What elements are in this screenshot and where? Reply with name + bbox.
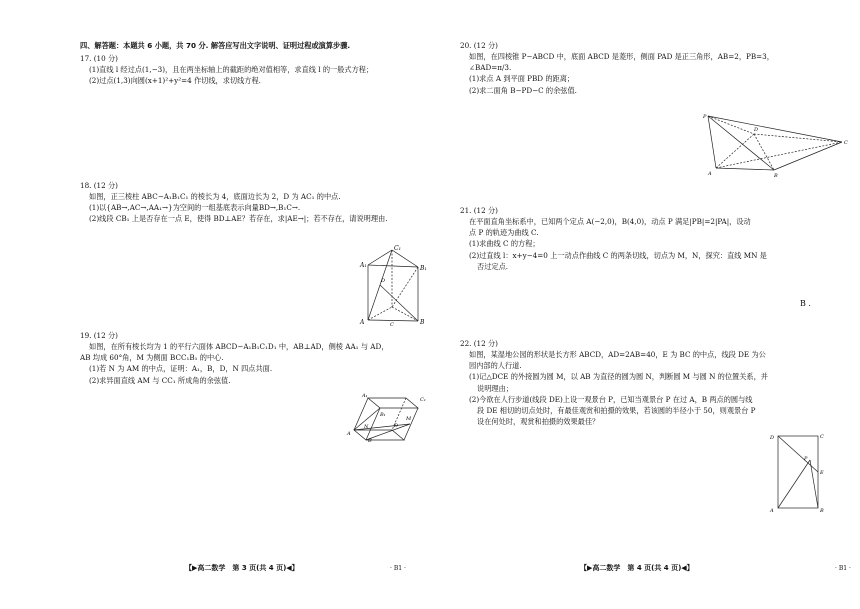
hexa-label-n: N xyxy=(364,424,369,430)
q22-part1-1: (1)记△DCE 的外接圆为圆 M，以 AB 为直径的圆为圆 N，判断圆 M 与圆 N 的位置关系，并 xyxy=(469,372,768,382)
q20-part1: (1)求点 A 到平面 PBD 的距离； xyxy=(469,74,575,84)
question-22 xyxy=(460,338,768,427)
q20-part2: (2)求二面角 B−PD−C 的余弦值. xyxy=(469,85,577,95)
q22-number: 22. (12 分) xyxy=(460,339,498,348)
park-figure xyxy=(768,430,828,514)
prism-label-a1: A₁ xyxy=(360,262,367,269)
q18-part1: (1)以{AB→,AC→,AA₁→}为空间的一组基底表示向量BD→,B₁C→. xyxy=(89,203,301,213)
prism-label-b: B xyxy=(420,319,425,326)
q18-part2: (2)线段 CB₁ 上是否存在一点 E，使得 BD⊥AE？若存在，求|AE→|；若不存在，请说明理由. xyxy=(89,214,388,224)
rect-label-e: E xyxy=(820,470,824,476)
prism-figure xyxy=(358,245,430,327)
q21-part2-1: (2)过直线 l：x+y−4=0 上一动点作曲线 C 的两条切线，切点为 M，N，探究：直线 MN 是 xyxy=(469,250,767,260)
q20-stem-1: 如图，在四棱锥 P−ABCD 中，底面 ABCD 是菱形，侧面 PAD 是正三角形，AB=2，PB=3， xyxy=(469,52,774,62)
hexa-label-a: A xyxy=(347,431,351,437)
question-20 xyxy=(460,40,774,96)
section-header: 四、解答题：本题共 6 小题，共 70 分. 解答应写出文字说明、证明过程或演算步骤. xyxy=(80,41,351,50)
q19-number: 19. (12 分) xyxy=(80,331,118,340)
q17-part2: (2)过点(1,3)向圆(x+1)²+y²=4 作切线，求切线方程. xyxy=(89,76,261,86)
q19-stem-1: 如图，在所有棱长均为 1 的平行六面体 ABCD−A₁B₁C₁D₁ 中，AB⊥AD，侧棱 AA₁ 与 AD， xyxy=(89,342,389,352)
q20-stem-2: ∠BAD=π/3. xyxy=(469,63,512,73)
q22-stem-1: 如图，某湿地公园的形状是长方形 ABCD，AD=2AB=40，E 为 BC 的中点，线段 DE 为公 xyxy=(469,350,766,360)
pyramid-label-b: B xyxy=(774,173,778,178)
q21-part2-2: 否过定点. xyxy=(477,261,509,271)
hexa-label-d: D xyxy=(394,423,399,429)
question-21 xyxy=(460,205,767,272)
hexa-label-m: M xyxy=(406,416,412,422)
q19-part2: (2)求异面直线 AM 与 CC₁ 所成角的余弦值. xyxy=(89,375,231,385)
question-19 xyxy=(80,330,388,386)
hexa-label-c1: C₁ xyxy=(420,397,426,403)
hexa-label-b: B xyxy=(368,438,372,442)
pyramid-figure xyxy=(702,112,852,178)
question-17 xyxy=(80,53,373,86)
q21-stem-1: 在平面直角坐标系中，已知两个定点 A(−2,0)，B(4,0)，动点 P 满足|PB|=2|PA|，设动 xyxy=(469,217,751,227)
q17-number: 17. (10 分) xyxy=(80,54,118,63)
q21-stem-2: 点 P 的轨迹为曲线 C. xyxy=(469,228,539,238)
prism-label-c: C xyxy=(390,322,394,327)
pyramid-label-c: C xyxy=(844,140,848,146)
q20-number: 20. (12 分) xyxy=(460,41,498,50)
prism-label-d: D xyxy=(381,278,386,284)
hexa-label-b1: B₁ xyxy=(380,412,386,418)
right-footer: 【▶高二数学 第 4 页(共 4 页)◀】 xyxy=(580,564,694,572)
parallelepiped-figure xyxy=(346,386,430,442)
q21-part1: (1)求曲线 C 的方程； xyxy=(469,239,540,249)
pyramid-label-a: A xyxy=(708,171,712,177)
q22-stem-2: 园内部的人行道. xyxy=(469,361,522,371)
q22-part2-3: 设在何处时，观赏和拍摄的效果最佳？ xyxy=(477,417,600,427)
q22-part2-1: (2)今欲在人行步道(线段 DE)上设一观景台 P，已知当观景台 P 在过 A，B 两点的圆与线 xyxy=(469,394,753,404)
rect-label-b: B xyxy=(820,508,824,514)
rect-label-d: D xyxy=(770,435,775,441)
q17-part1: (1)直线 l 经过点(1,−3)，且在两坐标轴上的截距的绝对值相等，求直线 l 的一般式方程； xyxy=(89,65,374,75)
left-page-tag: · B1 · xyxy=(390,565,406,572)
prism-label-a: A xyxy=(360,319,365,326)
prism-label-c1: C₁ xyxy=(394,245,401,252)
rect-label-a: A xyxy=(770,508,774,514)
q21-stray-mark: B . xyxy=(800,299,811,308)
pyramid-label-p: P xyxy=(703,114,707,120)
rect-label-p: P xyxy=(804,456,808,462)
rect-label-c: C xyxy=(820,434,824,440)
pyramid-label-d: D xyxy=(754,127,759,133)
prism-label-b1: B₁ xyxy=(420,265,427,272)
q22-part1-2: 说明理由； xyxy=(477,383,513,393)
q19-stem-2: AB 均成 60°角，M 为侧面 BCC₁B₁ 的中心. xyxy=(80,353,224,363)
left-footer: 【▶高二数学 第 3 页(共 4 页)◀】 xyxy=(185,564,299,572)
right-page-tag: · B1 · xyxy=(835,565,851,572)
hexa-label-a1: A₁ xyxy=(362,393,368,399)
q22-part2-2: 段 DE 相切的切点处时，有最佳观赏和拍摄的效果，若该圆的半径小于 50，则观景台 P xyxy=(477,405,756,415)
q19-part1: (1)若 N 为 AM 的中点，证明：A₁，B，D，N 四点共面. xyxy=(89,364,273,374)
q18-number: 18. (12 分) xyxy=(80,181,118,190)
q18-stem: 如图，正三棱柱 ABC−A₁B₁C₁ 的棱长为 4，底面边长为 2，D 为 AC₁ 的中点. xyxy=(89,192,341,202)
q21-number: 21. (12 分) xyxy=(460,206,498,215)
question-18 xyxy=(80,180,388,225)
